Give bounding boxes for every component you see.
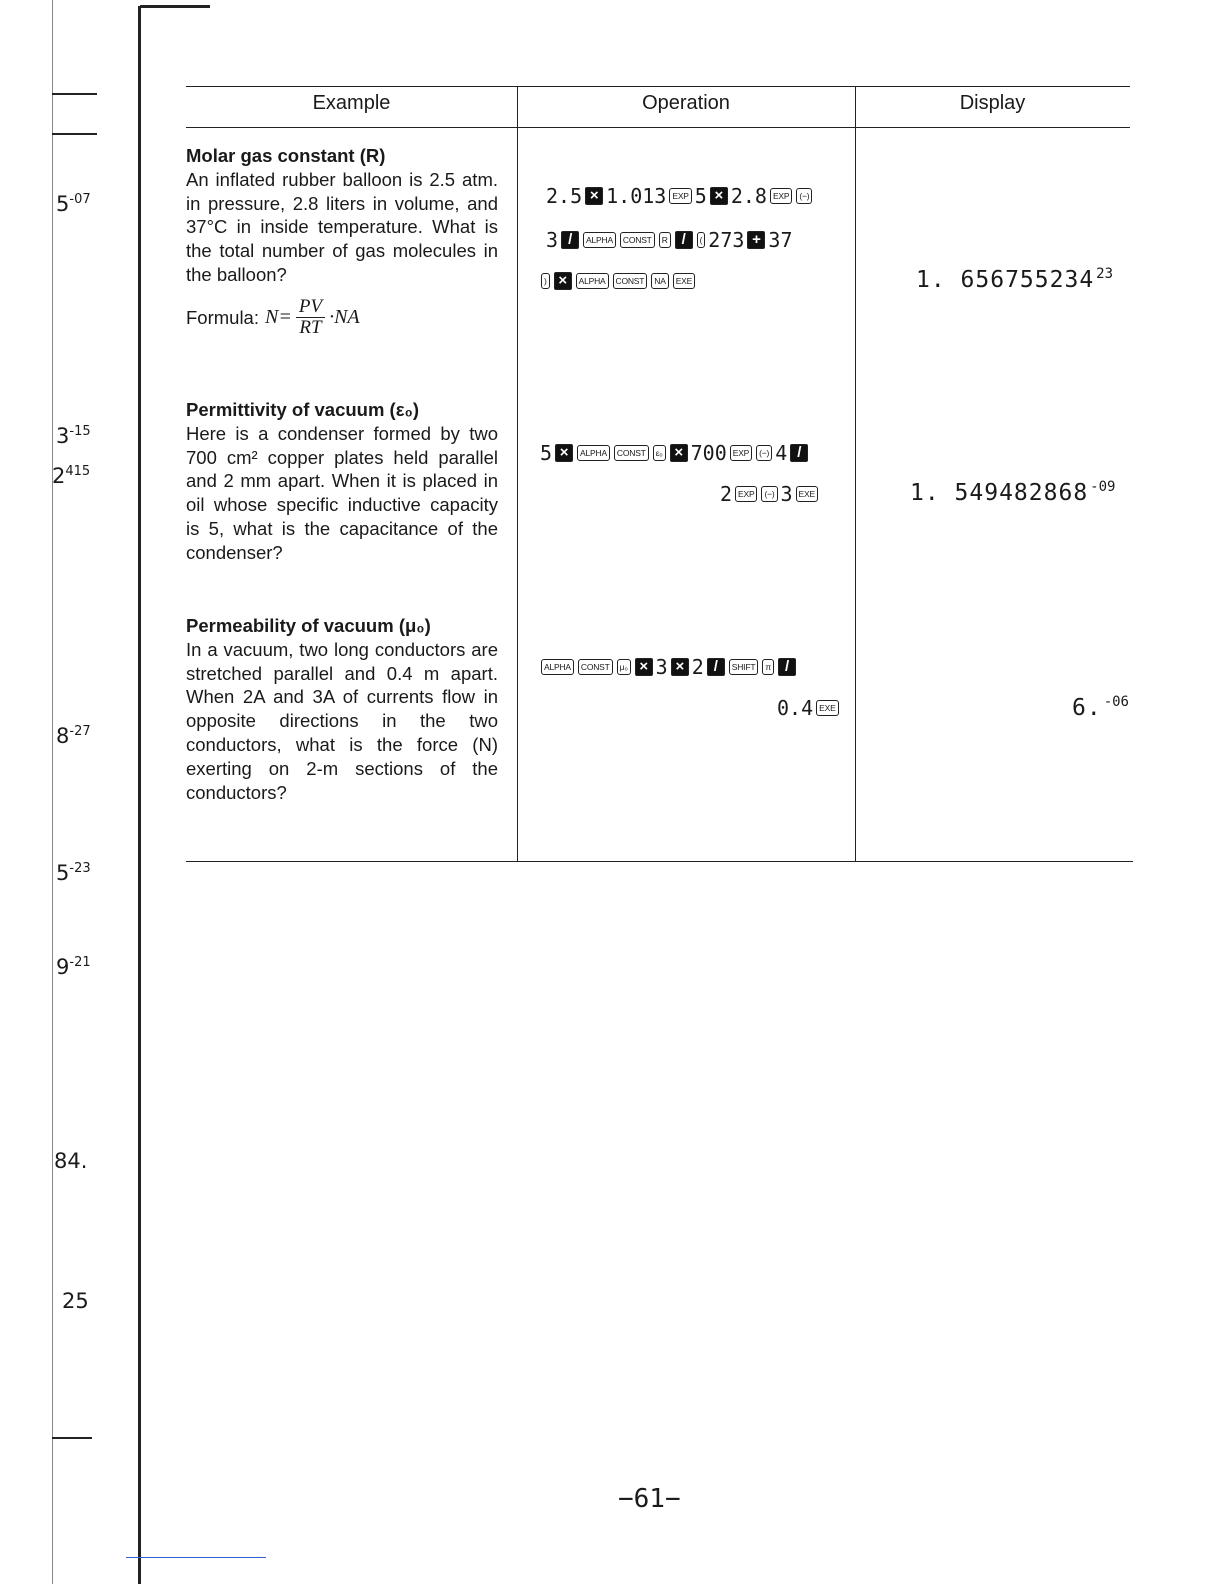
header-display: Display: [959, 92, 1026, 114]
calculator-key: CONST: [620, 232, 655, 248]
display-value: [910, 479, 1115, 506]
calculator-key: ALPHA: [541, 659, 574, 675]
operation-line: [546, 184, 813, 208]
scan-rule: [126, 1557, 266, 1558]
header-operation: Operation: [642, 92, 730, 114]
calculator-key: R: [659, 232, 671, 248]
calculator-key: NA: [651, 273, 668, 289]
display-mantissa: 6.: [1072, 695, 1102, 721]
binding-edge: [140, 5, 210, 8]
column-divider: [517, 86, 518, 862]
operator-key: ×: [555, 444, 573, 462]
operator-key: ×: [554, 272, 572, 290]
operation-number: 273: [708, 228, 745, 252]
operation-number: 1.013: [606, 184, 667, 208]
calculator-key: EXP: [735, 486, 757, 502]
margin-number: 25: [62, 1289, 89, 1313]
header-example: Example: [312, 92, 391, 114]
formula-lhs: N=: [265, 306, 292, 328]
margin-number: $3^{-15}$: [56, 424, 91, 448]
calculator-key: (−): [761, 486, 777, 502]
operation-number: 2: [720, 482, 733, 506]
operation-line: [540, 441, 809, 465]
operator-key: +: [747, 231, 765, 249]
example-text: Here is a condenser formed by two 700 cm² copper plates held parallel and 2 mm apart. When it is placed in oil whose specific inductive capacity is 5, what is the capacitance of the condenser?: [186, 422, 498, 563]
display-exponent: -06: [1103, 694, 1129, 710]
display-value: [916, 266, 1113, 293]
operation-number: 3: [655, 655, 668, 679]
operator-key: ×: [671, 658, 689, 676]
operator-key: ×: [670, 444, 688, 462]
example-title: Permeability of vacuum (μ₀): [186, 615, 431, 636]
operation-line: [540, 272, 696, 290]
operation-number: 5: [540, 441, 553, 465]
operation-number: 700: [690, 441, 727, 465]
operator-key: /: [675, 231, 693, 249]
margin-number: $2^{415}$: [52, 464, 91, 488]
operation-number: 2.5: [546, 184, 583, 208]
calculator-key: ): [541, 273, 550, 289]
calculator-key: EXP: [669, 188, 691, 204]
calculator-key: EXE: [673, 273, 695, 289]
example-text: An inflated rubber balloon is 2.5 atm. in pressure, 2.8 liters in volume, and 37°C in inside temperature. What is the total number of gas molecules in the balloon?: [186, 168, 498, 285]
calculator-key: ALPHA: [577, 445, 610, 461]
operation-number: 2: [691, 655, 704, 679]
operator-key: /: [561, 231, 579, 249]
formula-denominator: RT: [299, 317, 322, 338]
calculator-key: ε₀: [653, 445, 666, 461]
calculator-key: EXP: [730, 445, 752, 461]
example-permeability: [186, 614, 498, 804]
display-exponent: 23: [1096, 266, 1114, 282]
operator-key: ×: [710, 187, 728, 205]
calculator-key: (−): [756, 445, 772, 461]
calculator-key: EXE: [816, 700, 838, 716]
calculator-key: μ₀: [617, 659, 631, 675]
calculator-key: CONST: [613, 273, 648, 289]
display-exponent: -09: [1090, 479, 1116, 495]
table-top-rule: [186, 86, 1130, 87]
operation-number: 2.8: [730, 184, 767, 208]
operation-number: 5: [694, 184, 707, 208]
operation-line: [546, 228, 793, 252]
calculator-key: EXE: [796, 486, 818, 502]
column-divider: [855, 86, 856, 862]
operation-number: 37: [768, 228, 793, 252]
operator-key: ×: [635, 658, 653, 676]
operation-line: [777, 696, 840, 720]
page-number: −61−: [618, 1484, 681, 1514]
calculator-key: (−): [796, 188, 812, 204]
margin-rule: [52, 93, 97, 95]
operation-line: [720, 482, 819, 506]
calculator-key: SHIFT: [729, 659, 759, 675]
calculator-key: ALPHA: [583, 232, 616, 248]
calculator-key: ALPHA: [576, 273, 609, 289]
calculator-key: EXP: [770, 188, 792, 204]
binding-edge: [138, 6, 141, 1584]
table-bottom-rule: [186, 861, 1133, 862]
margin-rule: [52, 0, 53, 1584]
calculator-key: π: [762, 659, 774, 675]
example-title: Permittivity of vacuum (ε₀): [186, 399, 419, 420]
formula: [186, 297, 360, 338]
operation-number: 3: [780, 482, 793, 506]
margin-rule: [52, 1437, 92, 1439]
calculator-key: CONST: [614, 445, 649, 461]
operator-key: /: [778, 658, 796, 676]
header-bottom-rule: [186, 127, 1130, 128]
formula-fraction: [296, 297, 325, 338]
operator-key: ×: [585, 187, 603, 205]
example-title: Molar gas constant (R): [186, 145, 386, 166]
display-mantissa: 1. 549482868: [910, 480, 1089, 506]
operation-line: [540, 655, 797, 679]
operation-number: 4: [775, 441, 788, 465]
operation-number: 0.4: [777, 696, 814, 720]
margin-number: $5^{-07}$: [56, 192, 91, 216]
calculator-key: CONST: [578, 659, 613, 675]
margin-number: $9^{-21}$: [56, 955, 91, 979]
formula-tail: ·NA: [329, 306, 360, 328]
margin-number: $8^{-27}$: [56, 724, 91, 748]
operator-key: /: [707, 658, 725, 676]
formula-label: Formula:: [186, 306, 259, 328]
example-permittivity: [186, 398, 498, 565]
operator-key: /: [790, 444, 808, 462]
margin-number: 84.: [54, 1149, 88, 1173]
example-text: In a vacuum, two long conductors are stretched parallel and 0.4 m apart. When 2A and 3A of currents flow in opposite directions in the two conductors, what is the force (N) exerting on 2-m sections of the conductors?: [186, 638, 498, 803]
calculator-key: (: [697, 232, 706, 248]
formula-numerator: PV: [296, 297, 325, 318]
operation-number: 3: [546, 228, 559, 252]
example-molar-gas: [186, 144, 498, 287]
display-value: [1072, 694, 1129, 721]
margin-rule: [52, 133, 97, 135]
display-mantissa: 1. 656755234: [916, 267, 1095, 293]
margin-number: $5^{-23}$: [56, 861, 91, 885]
